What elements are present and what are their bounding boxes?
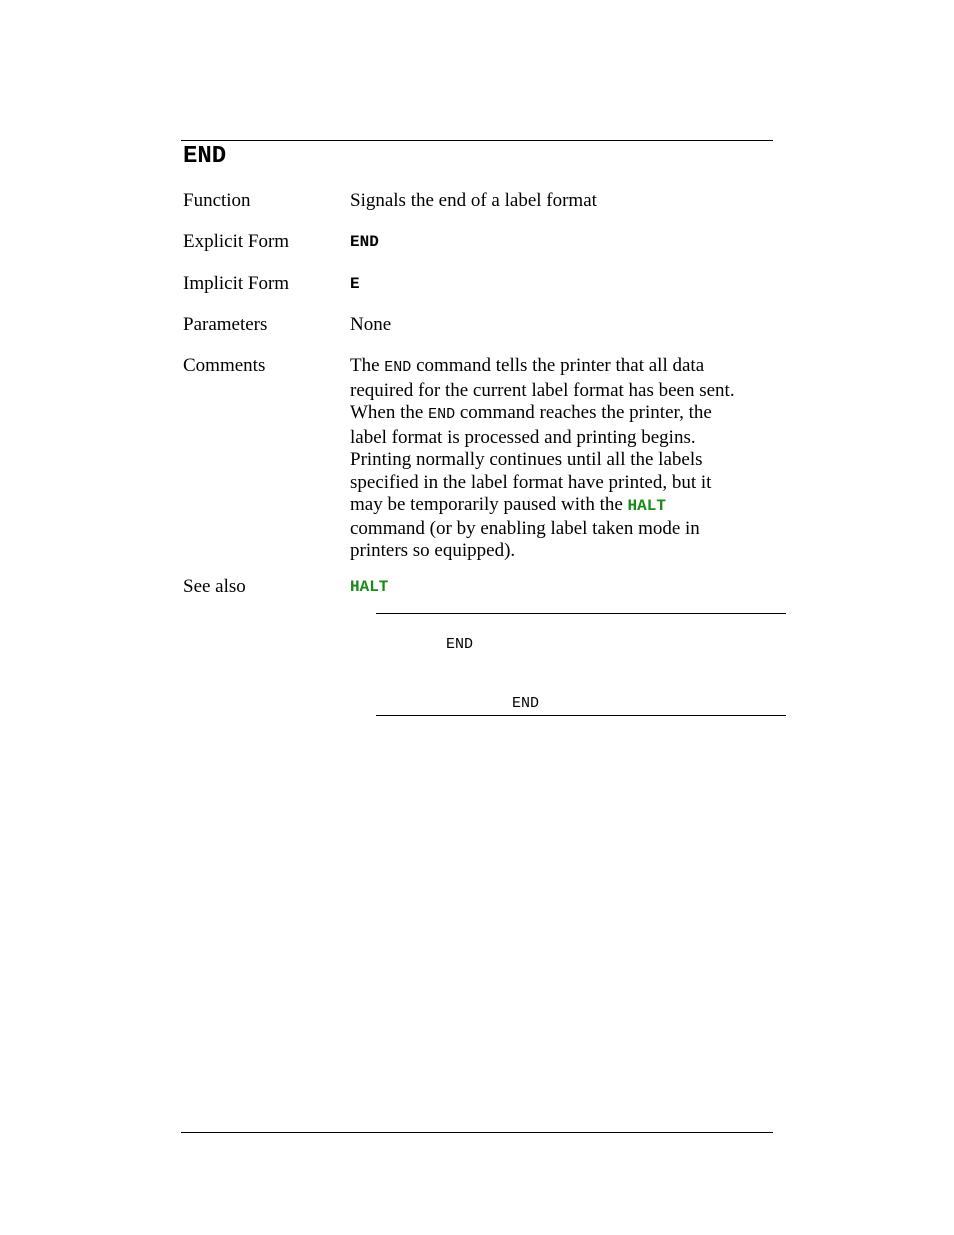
function-value: Signals the end of a label format (350, 190, 597, 211)
top-divider (181, 140, 773, 141)
comments-label: Comments (183, 355, 266, 376)
comments-paragraph (350, 355, 790, 563)
note-end-code: END (446, 636, 474, 653)
page-title: END (183, 143, 227, 170)
note-top-divider (376, 613, 786, 614)
comments-line: Printing normally continues until all the labels (350, 449, 703, 470)
see-also-label: See also (183, 576, 246, 597)
comments-line: specified in the label format have printed, but it (350, 471, 712, 493)
implicit-form-label: Implicit Form (183, 273, 290, 294)
comments-line: label format is processed and printing begins. (350, 426, 696, 448)
explicit-form-value: END (350, 233, 379, 251)
note-end-code: END (512, 695, 540, 712)
end-command-code: END (428, 406, 456, 423)
comments-line: may be temporarily paused with the HALT (350, 494, 666, 515)
parameters-label: Parameters (183, 314, 268, 335)
implicit-form-value: E (350, 275, 360, 293)
parameters-value: None (350, 314, 392, 335)
explicit-form-label: Explicit Form (183, 231, 290, 252)
see-also-halt-link[interactable]: HALT (350, 578, 389, 596)
comments-line: The END command tells the printer that all data (350, 355, 705, 376)
comments-line: When the END command reaches the printer, the (350, 402, 712, 423)
note-bottom-divider (376, 715, 786, 716)
function-label: Function (183, 190, 251, 211)
bottom-divider (181, 1132, 773, 1133)
halt-link[interactable]: HALT (627, 497, 666, 515)
comments-line: printers so equipped). (350, 540, 516, 561)
comments-line: command (or by enabling label taken mode in (350, 517, 700, 539)
end-command-code: END (384, 359, 412, 376)
comments-line: required for the current label format has been sent. (350, 379, 735, 401)
